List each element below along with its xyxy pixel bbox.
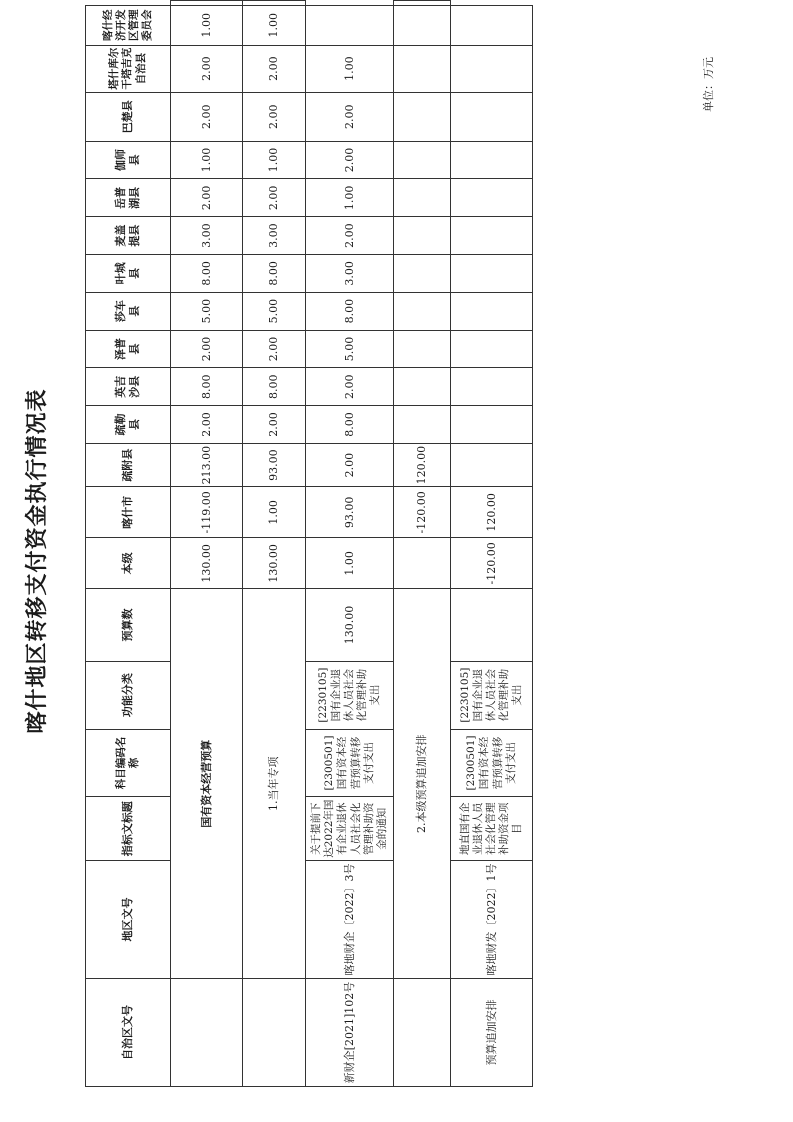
table-row (451, 1, 533, 1087)
cell-maigaiti: 2.00 (243, 179, 306, 217)
cell-yingjisha: 2.00 (243, 330, 306, 368)
cell-region-doc: 喀地财企〔2022〕3号 (306, 860, 394, 978)
cell-tashkurgan: 1.00 (306, 45, 394, 92)
cell-shule: 8.00 (243, 368, 306, 406)
header-devzone: 喀什经济开发区管理委员会 (86, 6, 171, 46)
cell-yecheng: 3.00 (306, 254, 394, 292)
cell-shule (394, 368, 451, 406)
cell-level: -119.00 (171, 487, 243, 538)
cell-devzone (171, 1, 243, 6)
cell-tashkurgan: 1.00 (171, 6, 243, 46)
cell-devzone (243, 1, 306, 6)
cell-jiashi: 2.00 (171, 92, 243, 141)
cell-shule: 8.00 (171, 368, 243, 406)
cell-zepu (394, 292, 451, 330)
cell-func-class: [2230105]国有企业退休人员社会化管理补助支出 (306, 661, 394, 729)
transfer-payment-table (85, 0, 533, 1087)
header-yingjisha: 英吉沙县 (86, 368, 171, 406)
cell-zepu: 5.00 (171, 292, 243, 330)
cell-yingjisha: 2.00 (171, 330, 243, 368)
cell-section-title: 1.当年专项 (243, 589, 306, 979)
cell-devzone (306, 6, 394, 46)
cell-kashgar: 120.00 (394, 443, 451, 487)
cell-kashgar: 120.00 (451, 487, 533, 538)
cell-yecheng (451, 254, 533, 292)
header-func-class: 功能分类 (86, 661, 171, 729)
header-shache: 莎车县 (86, 292, 171, 330)
cell-autonomous-doc: 新财企[2021]102号 (306, 979, 394, 1087)
cell-zepu: 5.00 (243, 292, 306, 330)
cell-yecheng (394, 217, 451, 255)
cell-indicator-title: 关于提前下达2022年国有企业退休人员社会化管理补助资金的通知 (306, 797, 394, 861)
cell-bachu (394, 45, 451, 92)
cell-budget: 130.00 (171, 538, 243, 589)
cell-maigaiti (394, 179, 451, 217)
cell-shufu: 2.00 (243, 406, 306, 444)
cell-autonomous-doc (171, 979, 243, 1087)
cell-tashkurgan: 1.00 (243, 6, 306, 46)
header-maigaiti: 麦盖提县 (86, 217, 171, 255)
cell-shache (451, 292, 533, 330)
cell-section-title: 2.本级预算追加安排 (394, 589, 451, 979)
cell-bachu: 2.00 (243, 45, 306, 92)
header-budget: 预算数 (86, 589, 171, 661)
cell-maigaiti: 2.00 (171, 179, 243, 217)
cell-autonomous-doc: 预算追加安排 (451, 979, 533, 1087)
unit-label: 单位：万元 (702, 57, 715, 112)
cell-level: -120.00 (451, 538, 533, 589)
cell-autonomous-doc (243, 979, 306, 1087)
cell-level: -120.00 (394, 487, 451, 538)
cell-shache: 8.00 (306, 292, 394, 330)
cell-shufu (394, 406, 451, 444)
cell-bachu (451, 92, 533, 141)
header-shule: 疏勒县 (86, 406, 171, 444)
cell-jiashi (394, 92, 451, 141)
cell-shufu: 2.00 (171, 406, 243, 444)
cell-yingjisha (394, 330, 451, 368)
header-jiashi: 伽师县 (86, 141, 171, 179)
header-region-doc: 地区文号 (86, 860, 171, 978)
cell-shufu (451, 443, 533, 487)
cell-kashgar: 93.00 (243, 443, 306, 487)
cell-shache: 8.00 (243, 254, 306, 292)
cell-autonomous-doc (394, 979, 451, 1087)
table-row (243, 1, 306, 1087)
table-row (394, 1, 451, 1087)
header-level: 本级 (86, 538, 171, 589)
cell-tashkurgan (394, 6, 451, 46)
cell-devzone (451, 6, 533, 46)
cell-jiashi (451, 141, 533, 179)
header-row (86, 1, 171, 1087)
cell-region-doc: 喀地财发〔2022〕1号 (451, 860, 533, 978)
cell-jiashi: 2.00 (243, 92, 306, 141)
cell-yingjisha: 2.00 (306, 368, 394, 406)
header-indicator-title: 指标文标题 (86, 797, 171, 861)
cell-indicator-title: 地直国有企业退休人员社会化管理补助资金项目 (451, 797, 533, 861)
cell-zepu (451, 330, 533, 368)
header-yuepuhu: 岳普湖县 (86, 179, 171, 217)
cell-subject-code: [2300501]国有资本经营预算转移支付支出 (451, 729, 533, 797)
header-zepu: 泽普县 (86, 330, 171, 368)
header-subject-code: 科目编码名称 (86, 729, 171, 797)
cell-budget (394, 538, 451, 589)
cell-yuepuhu: 1.00 (243, 141, 306, 179)
cell-maigaiti: 2.00 (306, 217, 394, 255)
cell-budget: 130.00 (306, 589, 394, 661)
header-kashgar: 喀什市 (86, 487, 171, 538)
cell-level: 1.00 (243, 487, 306, 538)
cell-level: 1.00 (306, 538, 394, 589)
cell-shufu: 2.00 (306, 443, 394, 487)
cell-kashgar: 213.00 (171, 443, 243, 487)
table-row (171, 1, 243, 1087)
cell-yingjisha (451, 368, 533, 406)
cell-kashgar: 93.00 (306, 487, 394, 538)
cell-devzone (394, 1, 451, 6)
cell-budget (451, 589, 533, 661)
cell-tashkurgan (451, 45, 533, 92)
cell-yuepuhu: 1.00 (171, 141, 243, 179)
cell-bachu: 2.00 (306, 92, 394, 141)
header-shufu: 疏附县 (86, 443, 171, 487)
table-row (306, 1, 394, 1087)
cell-subject-code: [2300501]国有资本经营预算转移支付支出 (306, 729, 394, 797)
header-tashkurgan: 塔什库尔干塔吉克自治县 (86, 45, 171, 92)
cell-yuepuhu: 1.00 (306, 179, 394, 217)
cell-shule: 8.00 (306, 406, 394, 444)
cell-yecheng: 3.00 (243, 217, 306, 255)
cell-maigaiti (451, 217, 533, 255)
header-yecheng: 叶城县 (86, 254, 171, 292)
cell-shache (394, 254, 451, 292)
header-bachu: 巴楚县 (86, 92, 171, 141)
cell-func-class: [2230105]国有企业退休人员社会化管理补助支出 (451, 661, 533, 729)
cell-budget: 130.00 (243, 538, 306, 589)
cell-shache: 8.00 (171, 254, 243, 292)
cell-zepu: 5.00 (306, 330, 394, 368)
cell-bachu: 2.00 (171, 45, 243, 92)
cell-shule (451, 406, 533, 444)
page-title: 喀什地区转移支付资金执行情况表 (25, 388, 50, 734)
cell-jiashi: 2.00 (306, 141, 394, 179)
cell-section-title: 国有资本经营预算 (171, 589, 243, 979)
header-autonomous-doc: 自治区文号 (86, 979, 171, 1087)
cell-yecheng: 3.00 (171, 217, 243, 255)
cell-yuepuhu (394, 141, 451, 179)
cell-yuepuhu (451, 179, 533, 217)
